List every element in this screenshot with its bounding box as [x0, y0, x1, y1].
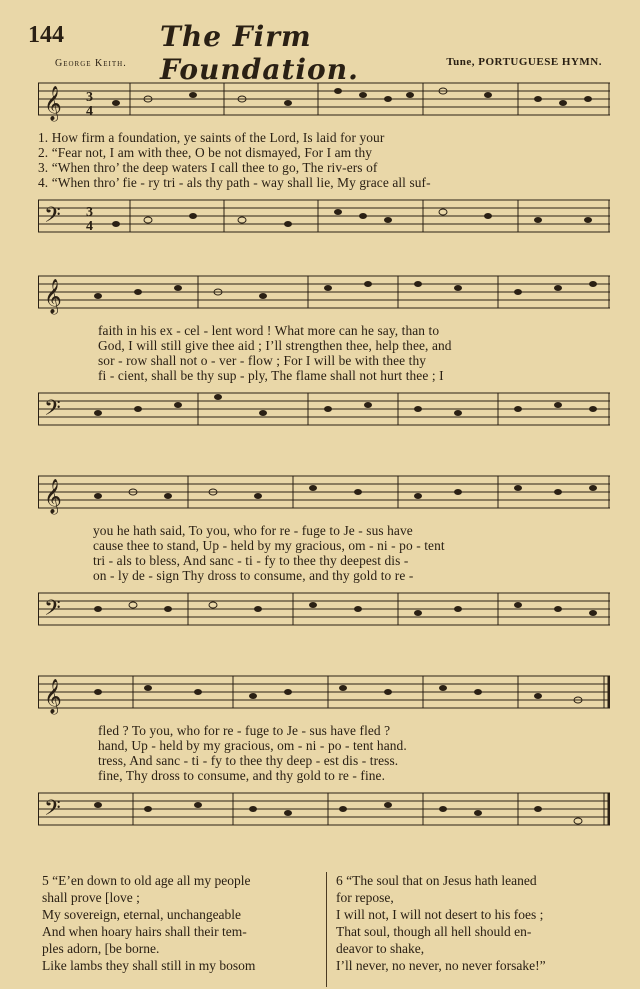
svg-text:𝄢: 𝄢	[44, 596, 61, 625]
lyric-line: 2. “Fear not, I am with thee, O be not dismayed, For I am thy	[38, 145, 373, 160]
lyric-line: tri - als to bless, And sanc - ti - fy to thee thy deepest dis -	[93, 553, 409, 568]
author: George Keith.	[55, 58, 127, 69]
svg-text:𝄢: 𝄢	[44, 796, 61, 825]
lyric-line: fi - cient, shall be thy sup - ply, The flame shall not hurt thee ; I	[98, 368, 444, 383]
hymn-title: The Firm Foundation.	[160, 20, 359, 86]
lyric-line: 1. How firm a foundation, ye saints of the Lord, Is laid for your	[38, 130, 385, 145]
treble-staff	[38, 268, 610, 323]
verse-6	[336, 872, 616, 974]
svg-text:𝄞: 𝄞	[44, 87, 62, 120]
svg-text:𝄞: 𝄞	[44, 680, 62, 713]
lyric-line: faith in his ex - cel - lent word ! What more can he say, than to	[98, 323, 440, 338]
verse-line: And when hoary hairs shall their tem-	[42, 924, 247, 939]
verse-line: I’ll never, no never, no never forsake!”	[336, 958, 546, 973]
lyric-line: you he hath said, To you, who for re - fuge to Je - sus have	[93, 523, 413, 538]
verse-lyrics-block	[38, 130, 610, 192]
column-divider	[326, 872, 327, 987]
svg-text:3: 3	[86, 205, 93, 220]
lyric-line: God, I will still give thee aid ; I’ll strengthen thee, help thee, and	[98, 338, 452, 353]
verse-5	[42, 872, 330, 974]
lyric-line: sor - row shall not o - ver - flow ; For I will be with thee thy	[98, 353, 427, 368]
music-system-1	[38, 75, 610, 242]
music-system-3	[38, 468, 610, 635]
treble-staff	[38, 668, 610, 723]
lyric-line: 4. “When thro’ fie - ry tri - als thy path - way shall lie, My grace all suf-	[38, 175, 431, 190]
verse-line: 6 “The soul that on Jesus hath leaned	[336, 873, 537, 888]
svg-text:4: 4	[86, 104, 93, 119]
verse-line: My sovereign, eternal, unchangeable	[42, 907, 242, 922]
verse-line: That soul, though all hell should en-	[336, 924, 532, 939]
svg-text:3: 3	[86, 90, 93, 105]
verse-line: I will not, I will not desert to his foes ;	[336, 907, 544, 922]
bass-staff	[38, 585, 610, 635]
svg-text:4: 4	[86, 219, 93, 234]
lyric-line: on - ly de - sign Thy dross to consume, and thy gold to re -	[93, 568, 414, 583]
svg-text:𝄢: 𝄢	[44, 396, 61, 425]
lyric-line: fled ? To you, who for re - fuge to Je - sus have fled ?	[98, 723, 391, 738]
page-number: 144	[28, 22, 64, 48]
music-system-4	[38, 668, 610, 835]
verse-lyrics-block	[38, 723, 610, 785]
music-system-2	[38, 268, 610, 435]
bass-staff	[38, 192, 610, 242]
lyric-line: fine, Thy dross to consume, and thy gold to re - fine.	[98, 768, 386, 783]
verse-line: 5 “E’en down to old age all my people	[42, 873, 251, 888]
verse-line: for repose,	[336, 890, 394, 905]
lyric-line: hand, Up - held by my gracious, om - ni - po - tent hand.	[98, 738, 407, 753]
verse-line: deavor to shake,	[336, 941, 425, 956]
lyric-line: 3. “When thro’ the deep waters I call thee to go, The riv-ers of	[38, 160, 378, 175]
verse-lyrics-block	[38, 523, 610, 585]
svg-text:𝄞: 𝄞	[44, 480, 62, 513]
verse-line: shall prove [love ;	[42, 890, 140, 905]
tune-name: Tune, PORTUGUESE HYMN.	[446, 56, 602, 68]
lyric-line: cause thee to stand, Up - held by my gracious, om - ni - po - tent	[93, 538, 445, 553]
verse-line: Like lambs they shall still in my bosom	[42, 958, 256, 973]
bass-staff	[38, 385, 610, 435]
treble-staff	[38, 468, 610, 523]
bass-staff	[38, 785, 610, 835]
svg-text:𝄞: 𝄞	[44, 280, 62, 313]
svg-text:𝄢: 𝄢	[44, 203, 61, 232]
lyric-line: tress, And sanc - ti - fy to thee thy deep - est dis - tress.	[98, 753, 399, 768]
verse-lyrics-block	[38, 323, 610, 385]
verse-line: ples adorn, [be borne.	[42, 941, 160, 956]
treble-staff	[38, 75, 610, 130]
